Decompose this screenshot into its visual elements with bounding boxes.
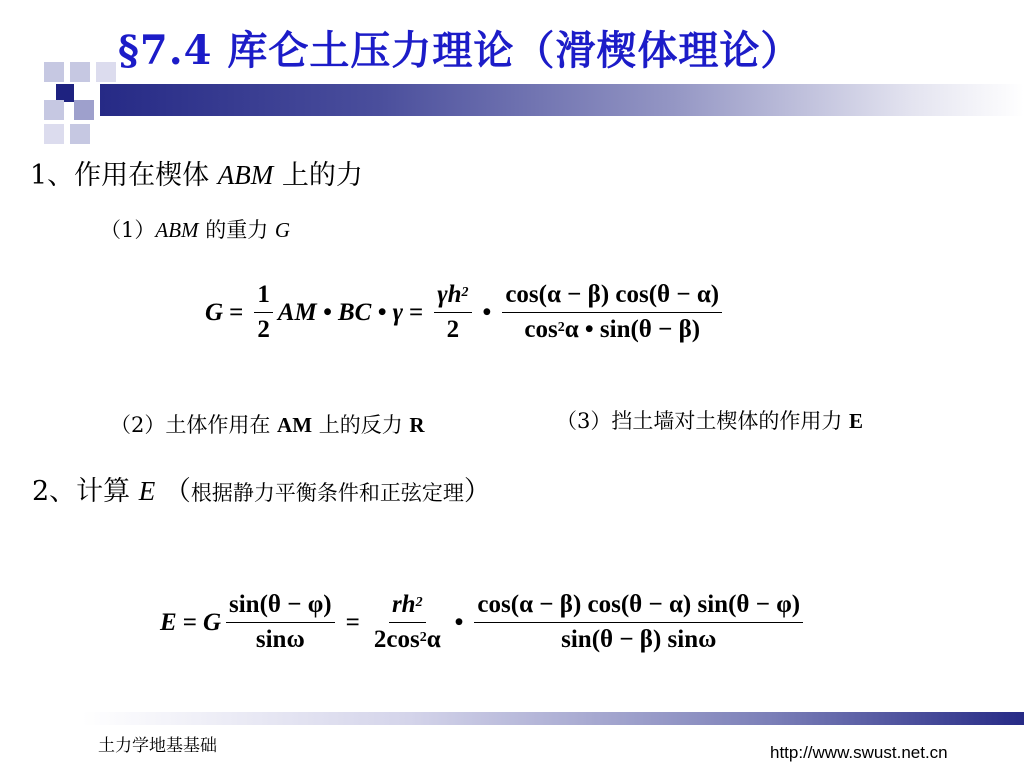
frac-half-den: 2 xyxy=(257,316,270,343)
item-1-mid: 的重力 xyxy=(198,218,275,242)
formula-g-eq2: = xyxy=(408,298,424,326)
formula-g-eq1: = xyxy=(229,298,244,326)
formula-e-frac-sin xyxy=(226,590,335,655)
section-1-heading-pre: 1、作用在楔体 xyxy=(30,160,218,191)
frac-rh-den-exp: 2 xyxy=(419,630,427,645)
item-1-sym: G xyxy=(274,218,291,242)
section-2-pre: 2、计算 xyxy=(32,476,139,507)
frac-rh-num-base: rh xyxy=(391,591,416,618)
frac-rh-num-exp: 2 xyxy=(415,595,423,610)
frac-trig-den xyxy=(521,313,703,345)
frac-rh-den-a: 2cos xyxy=(373,626,420,653)
deco-square-light xyxy=(70,62,90,82)
footer-url[interactable]: http://www.swust.net.cn xyxy=(770,743,948,762)
frac-trig-num: cos(α − β) cos(θ − α) xyxy=(502,280,722,313)
frac-rh-den xyxy=(371,623,444,655)
frac-trig-den-exp: 2 xyxy=(557,320,565,335)
item-3-text xyxy=(556,407,863,435)
formula-e-frac-trig xyxy=(474,590,803,655)
formula-g-mid: AM • BC • γ xyxy=(277,298,403,326)
frac-trig-den-a: cos xyxy=(524,316,558,343)
formula-e-frac-rh xyxy=(371,590,444,655)
deco-square-mid xyxy=(74,100,94,120)
footer-course-name: 土力学地基基础 xyxy=(98,736,217,756)
item-2-sym: R xyxy=(409,413,425,437)
item-2-var: AM xyxy=(277,413,313,437)
deco-square-light xyxy=(44,124,64,144)
frac-trig-den-b: α • sin(θ − β) xyxy=(564,316,701,343)
formula-e-dot: • xyxy=(454,608,464,636)
item-2-text xyxy=(110,411,425,439)
section-2-paren-open: （ xyxy=(155,476,191,507)
section-1-heading-post: 上的力 xyxy=(273,160,363,191)
frac-gh-num-base: γh xyxy=(437,281,462,308)
formula-g-frac-trig xyxy=(502,280,722,345)
section-2-var: E xyxy=(138,476,156,506)
deco-square-light xyxy=(96,62,116,82)
item-1-pre: （1） xyxy=(100,218,156,242)
formula-gravity xyxy=(205,280,727,345)
formula-e-lhs: E xyxy=(160,608,177,636)
frac-rh-den-b: α xyxy=(426,626,441,653)
frac-gh-num xyxy=(434,280,471,313)
section-2-note: 根据静力平衡条件和正弦定理 xyxy=(190,481,464,505)
formula-e-eq1: = xyxy=(182,608,197,636)
item-1-text xyxy=(100,216,290,244)
section-1-heading-var: ABM xyxy=(217,160,274,190)
frac-sin-den: sinω xyxy=(255,626,305,653)
frac-e-trig-den: sin(θ − β) sinω xyxy=(561,626,717,653)
section-1-heading xyxy=(30,158,363,193)
section-2-heading xyxy=(32,474,491,510)
frac-sin-num: sin(θ − φ) xyxy=(226,590,335,623)
deco-square-light xyxy=(70,124,90,144)
formula-g-frac-half xyxy=(254,280,273,345)
item-3-sym: E xyxy=(849,409,864,433)
formula-e-g: G xyxy=(202,608,221,636)
frac-rh-num xyxy=(389,590,426,623)
item-2-mid: 上的反力 xyxy=(312,413,410,437)
item-1-var: ABM xyxy=(155,218,199,242)
slide-title: §7.4 库仑土压力理论（滑楔体理论） xyxy=(118,27,802,74)
formula-e-eq2: = xyxy=(345,608,360,636)
frac-gh-num-exp: 2 xyxy=(461,285,469,300)
deco-square-light xyxy=(44,100,64,120)
footer-gradient-bar xyxy=(0,712,1024,725)
header-gradient-bar xyxy=(100,84,1024,116)
frac-gh-den: 2 xyxy=(446,316,460,343)
frac-half-num: 1 xyxy=(254,280,273,313)
item-2-pre: （2）土体作用在 xyxy=(110,413,278,437)
formula-g-frac-gh xyxy=(434,280,471,345)
formula-earth-pressure xyxy=(160,590,808,655)
item-3-pre: （3）挡土墙对土楔体的作用力 xyxy=(556,409,850,433)
section-2-paren-close: ） xyxy=(463,476,491,507)
frac-e-trig-num: cos(α − β) cos(θ − α) sin(θ − φ) xyxy=(474,590,803,623)
formula-g-lhs: G xyxy=(205,298,224,326)
formula-g-dot: • xyxy=(482,298,492,326)
deco-square-light xyxy=(44,62,64,82)
